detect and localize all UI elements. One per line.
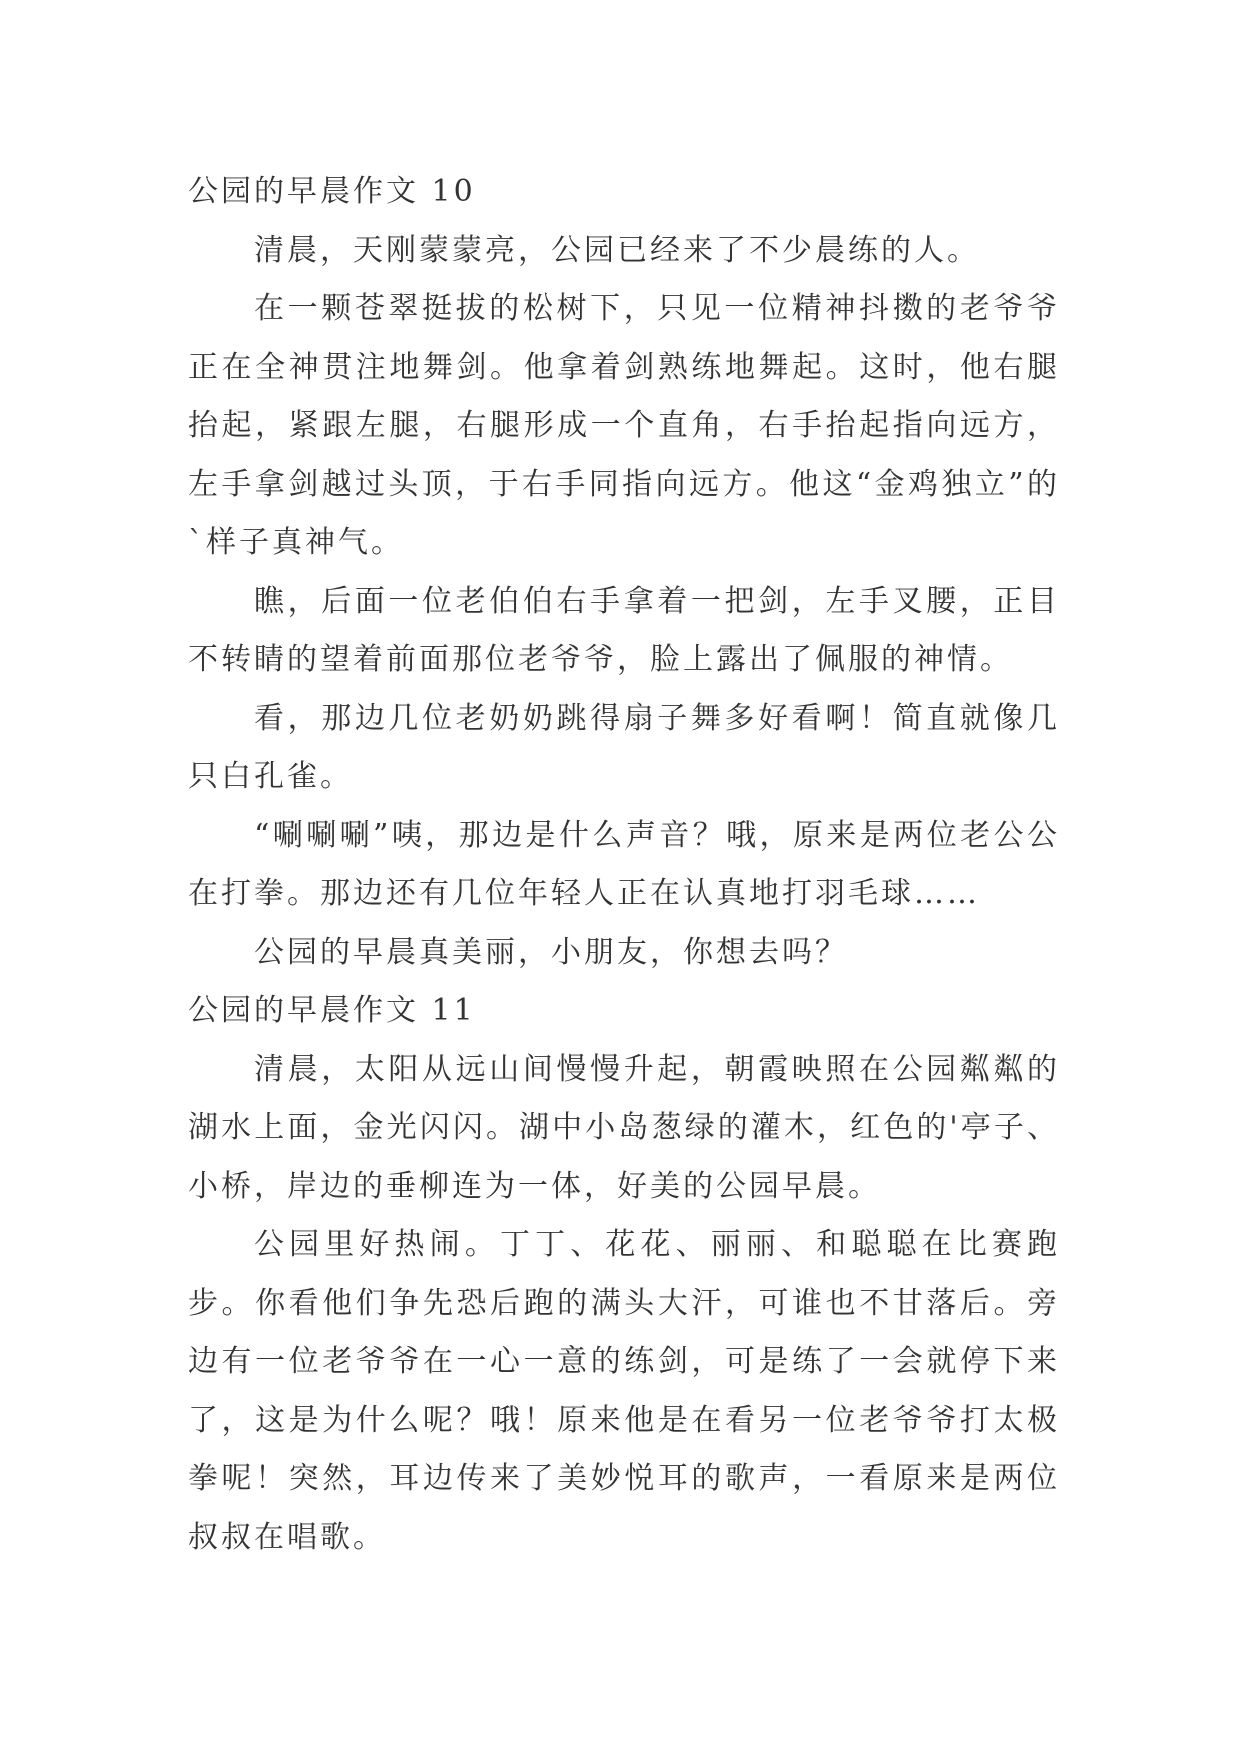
paragraph: 在一颗苍翠挺拔的松树下，只见一位精神抖擞的老爷爷正在全神贯注地舞剑。他拿着剑熟练地舞起。这时，他右腿抬起，紧跟左腿，右腿形成一个直角，右手抬起指向远方，左手拿剑越过头顶，于右手同指向远方。他这“金鸡独立”的`样子真神气。 <box>188 291 1060 560</box>
paragraph: 看，那边几位老奶奶跳得扇子舞多好看啊！简直就像几只白孔雀。 <box>188 700 1060 794</box>
document-body <box>188 163 1060 1567</box>
paragraph: “唰唰唰”咦，那边是什么声音？哦，原来是两位老公公在打拳。那边还有几位年轻人正在认真地打羽毛球…… <box>188 817 1060 911</box>
paragraph: 公园的早晨真美丽，小朋友，你想去吗？ <box>254 934 848 970</box>
article-10 <box>188 163 1060 982</box>
article-title: 公园的早晨作文 10 <box>188 174 476 209</box>
paragraph: 清晨，太阳从远山间慢慢升起，朝霞映照在公园粼粼的湖水上面，金光闪闪。湖中小岛葱绿的灌木，红色的'亭子、小桥，岸边的垂柳连为一体，好美的公园早晨。 <box>188 1051 1060 1204</box>
article-title: 公园的早晨作文 11 <box>188 993 476 1028</box>
paragraph: 公园里好热闹。丁丁、花花、丽丽、和聪聪在比赛跑步。你看他们争先恐后跑的满头大汗，可谁也不甘落后。旁边有一位老爷爷在一心一意的练剑，可是练了一会就停下来了，这是为什么呢？哦！原来他是在看另一位老爷爷打太极拳呢！突然，耳边传来了美妙悦耳的歌声，一看原来是两位叔叔在唱歌。 <box>188 1227 1060 1555</box>
article-11 <box>188 982 1060 1567</box>
paragraph: 清晨，天刚蒙蒙亮，公园已经来了不少晨练的人。 <box>254 232 980 268</box>
paragraph: 瞧，后面一位老伯伯右手拿着一把剑，左手叉腰，正目不转睛的望着前面那位老爷爷，脸上露出了佩服的神情。 <box>188 583 1060 677</box>
